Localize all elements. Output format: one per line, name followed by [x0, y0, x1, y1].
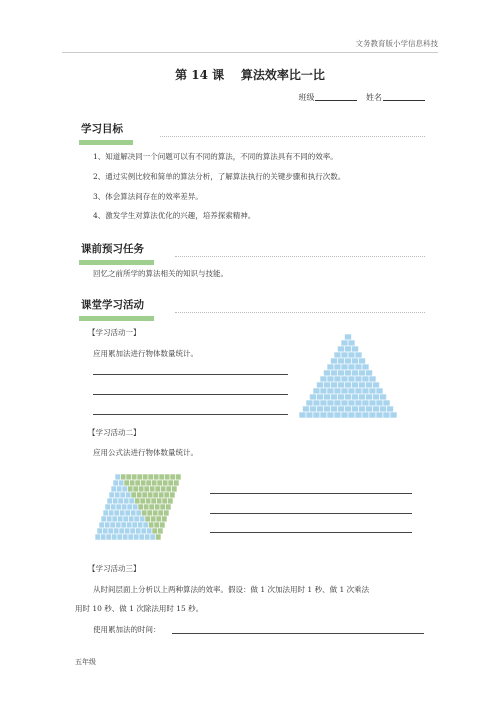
block — [121, 522, 127, 528]
block — [114, 510, 120, 516]
block — [359, 370, 366, 376]
block — [137, 492, 143, 498]
block — [127, 522, 133, 528]
block — [158, 528, 164, 534]
block — [373, 406, 380, 412]
block — [129, 498, 135, 504]
block — [150, 486, 156, 492]
block — [338, 370, 345, 376]
block — [366, 406, 373, 412]
block — [341, 340, 348, 346]
block — [166, 486, 172, 492]
block — [133, 486, 139, 492]
block — [165, 474, 171, 480]
block — [139, 486, 145, 492]
block — [126, 474, 132, 480]
block — [348, 400, 355, 406]
block — [303, 406, 310, 412]
block — [123, 516, 129, 522]
block — [126, 492, 132, 498]
block — [147, 528, 153, 534]
block — [123, 534, 129, 540]
block — [362, 412, 369, 418]
block — [341, 364, 348, 370]
block — [101, 516, 107, 522]
block — [331, 382, 338, 388]
block — [320, 412, 327, 418]
section-rule — [160, 136, 425, 137]
activity3-text-line2: 用时 10 秒、做 1 次除法用时 15 秒。 — [75, 604, 204, 613]
block — [164, 492, 170, 498]
answer-line[interactable] — [93, 374, 288, 375]
block — [174, 480, 180, 486]
block — [157, 480, 163, 486]
block — [338, 406, 345, 412]
block — [131, 510, 137, 516]
block — [160, 522, 166, 528]
block — [313, 412, 320, 418]
block — [355, 388, 362, 394]
block — [345, 406, 352, 412]
block — [107, 498, 113, 504]
block — [155, 486, 161, 492]
block — [369, 388, 376, 394]
name-blank[interactable] — [383, 92, 425, 101]
block — [176, 474, 182, 480]
block — [390, 412, 397, 418]
block — [161, 486, 167, 492]
answer-line[interactable] — [172, 633, 424, 634]
block — [348, 364, 355, 370]
block — [101, 534, 107, 540]
block — [338, 346, 345, 352]
block — [362, 376, 369, 382]
header-note: 文务教育版小学信息科技 — [355, 39, 438, 48]
parallelogram-blocks-image — [93, 474, 205, 542]
section-heading-goals: 学习目标 — [79, 122, 133, 145]
block — [132, 474, 138, 480]
block — [341, 376, 348, 382]
block — [160, 504, 166, 510]
block — [105, 504, 111, 510]
block — [168, 498, 174, 504]
block — [341, 400, 348, 406]
block — [144, 504, 150, 510]
block — [352, 406, 359, 412]
block — [345, 370, 352, 376]
block — [348, 340, 355, 346]
block — [137, 474, 143, 480]
block — [116, 522, 122, 528]
block — [151, 516, 157, 522]
block — [334, 376, 341, 382]
block — [306, 412, 313, 418]
block — [128, 534, 134, 540]
block — [99, 522, 105, 528]
block — [139, 534, 145, 540]
block — [345, 346, 352, 352]
block — [138, 504, 144, 510]
activity1-text: 应用累加法进行物体数量统计。 — [93, 349, 198, 358]
block — [125, 510, 131, 516]
block — [348, 376, 355, 382]
block — [118, 516, 124, 522]
lesson-title — [0, 66, 500, 83]
block — [366, 382, 373, 388]
block — [362, 400, 369, 406]
block — [156, 534, 162, 540]
block — [338, 382, 345, 388]
block — [352, 358, 359, 364]
block — [341, 388, 348, 394]
block — [345, 382, 352, 388]
block — [157, 498, 163, 504]
activity2-label: 【学习活动二】 — [88, 428, 141, 437]
block — [145, 534, 151, 540]
block — [327, 400, 334, 406]
section-heading-activities: 课堂学习活动 — [79, 298, 154, 321]
block — [140, 498, 146, 504]
block — [143, 522, 149, 528]
block — [147, 510, 153, 516]
block — [352, 382, 359, 388]
block — [170, 474, 176, 480]
block — [320, 388, 327, 394]
block — [127, 504, 133, 510]
answer-line[interactable] — [93, 414, 288, 415]
block — [376, 388, 383, 394]
block — [310, 394, 317, 400]
lesson-number: 第 14 课 — [175, 68, 225, 82]
block — [327, 364, 334, 370]
activity1-label: 【学习活动一】 — [88, 328, 141, 337]
block — [324, 370, 331, 376]
answer-line[interactable] — [210, 532, 412, 533]
block — [117, 486, 123, 492]
block — [338, 394, 345, 400]
block — [120, 492, 126, 498]
block — [124, 498, 130, 504]
block — [145, 516, 151, 522]
block — [170, 492, 176, 498]
activity2-text: 应用公式法进行物体数量统计。 — [93, 448, 198, 457]
block — [376, 400, 383, 406]
block — [355, 364, 362, 370]
block — [352, 394, 359, 400]
block — [149, 504, 155, 510]
block — [380, 406, 387, 412]
block — [134, 534, 140, 540]
block — [355, 400, 362, 406]
block — [376, 412, 383, 418]
block — [136, 528, 142, 534]
name-label: 姓名 — [366, 93, 382, 102]
block — [130, 480, 136, 486]
block — [128, 486, 134, 492]
block — [124, 480, 130, 486]
block — [163, 480, 169, 486]
answer-line[interactable] — [210, 493, 412, 494]
block — [129, 516, 135, 522]
block — [132, 522, 138, 528]
block — [159, 474, 165, 480]
block — [373, 382, 380, 388]
block — [152, 480, 158, 486]
block — [366, 370, 373, 376]
answer-line[interactable] — [210, 513, 412, 514]
block — [334, 388, 341, 394]
block — [338, 358, 345, 364]
block — [142, 510, 148, 516]
goal-item: 1、知道解决同一个问题可以有不同的算法，不同的算法具有不同的效率。 — [93, 152, 338, 161]
block — [107, 516, 113, 522]
block — [359, 406, 366, 412]
block — [327, 412, 334, 418]
block — [120, 510, 126, 516]
block — [154, 474, 160, 480]
block — [383, 400, 390, 406]
activity3-prompt: 使用累加法的时间： — [93, 625, 161, 634]
block — [111, 486, 117, 492]
block — [331, 394, 338, 400]
block — [331, 406, 338, 412]
block — [140, 516, 146, 522]
triangle-blocks-image — [298, 334, 398, 418]
block — [355, 412, 362, 418]
section-rule — [175, 312, 425, 313]
block — [324, 406, 331, 412]
block — [162, 516, 168, 522]
block — [122, 486, 128, 492]
block — [159, 492, 165, 498]
lesson-name: 算法效率比一比 — [240, 68, 325, 82]
block — [380, 394, 387, 400]
header-rule — [62, 52, 438, 53]
block — [112, 516, 118, 522]
block — [362, 388, 369, 394]
block — [369, 376, 376, 382]
block — [103, 510, 109, 516]
section-rule — [175, 256, 425, 257]
block — [149, 522, 155, 528]
goal-item: 4、激发学生对算法优化的兴趣，培养探索精神。 — [93, 211, 256, 220]
block — [153, 492, 159, 498]
block — [355, 352, 362, 358]
block — [148, 492, 154, 498]
block — [115, 492, 121, 498]
block — [359, 358, 366, 364]
block — [306, 400, 313, 406]
block — [369, 400, 376, 406]
block — [162, 498, 168, 504]
block — [345, 394, 352, 400]
block — [117, 534, 123, 540]
goal-item: 2、通过实例比较和简单的算法分析，了解算法执行的关键步骤和执行次数。 — [93, 172, 346, 181]
section-heading-preview: 课前预习任务 — [79, 242, 154, 265]
block — [158, 510, 164, 516]
block — [313, 388, 320, 394]
block — [97, 528, 103, 534]
block — [141, 528, 147, 534]
footer-grade: 五年级 — [75, 658, 96, 666]
block — [122, 504, 128, 510]
block — [142, 492, 148, 498]
block — [345, 358, 352, 364]
block — [355, 376, 362, 382]
block — [362, 364, 369, 370]
block — [352, 370, 359, 376]
block — [320, 376, 327, 382]
block — [156, 516, 162, 522]
block — [327, 376, 334, 382]
block — [138, 522, 144, 528]
block — [299, 412, 306, 418]
block — [110, 522, 116, 528]
answer-line[interactable] — [93, 394, 288, 395]
block — [95, 534, 101, 540]
block — [324, 382, 331, 388]
student-info — [298, 92, 425, 103]
block — [155, 504, 161, 510]
block — [150, 534, 156, 540]
block — [143, 474, 149, 480]
block — [387, 406, 394, 412]
preview-text: 回忆之前所学的算法相关的知识与技能。 — [93, 269, 228, 278]
block — [146, 480, 152, 486]
block — [331, 370, 338, 376]
goal-item: 3、体会算法间存在的效率差异。 — [93, 192, 203, 201]
block — [154, 522, 160, 528]
block — [111, 504, 117, 510]
block — [166, 504, 172, 510]
block — [153, 510, 159, 516]
block — [366, 394, 373, 400]
block — [324, 394, 331, 400]
class-blank[interactable] — [315, 92, 357, 101]
block — [164, 510, 170, 516]
block — [345, 334, 352, 340]
activity3-text-line1: 从时间层面上分析以上两种算法的效率。假设：做 1 次加法用时 1 秒、做 1 次乘法 — [93, 585, 370, 594]
block — [118, 498, 124, 504]
block — [334, 352, 341, 358]
block — [135, 498, 141, 504]
block — [168, 480, 174, 486]
block — [334, 364, 341, 370]
block — [348, 388, 355, 394]
block — [113, 480, 119, 486]
block — [133, 504, 139, 510]
block — [320, 400, 327, 406]
block — [130, 528, 136, 534]
block — [359, 382, 366, 388]
block — [108, 528, 114, 534]
block — [352, 346, 359, 352]
block — [310, 406, 317, 412]
block — [383, 412, 390, 418]
block — [369, 412, 376, 418]
block — [125, 528, 131, 534]
block — [119, 528, 125, 534]
block — [105, 522, 111, 528]
block — [172, 486, 178, 492]
block — [134, 516, 140, 522]
block — [359, 394, 366, 400]
block — [116, 504, 122, 510]
block — [331, 358, 338, 364]
block — [334, 400, 341, 406]
block — [313, 400, 320, 406]
block — [141, 480, 147, 486]
block — [327, 388, 334, 394]
class-label: 班级 — [298, 93, 315, 102]
block — [121, 474, 127, 480]
block — [119, 480, 125, 486]
block — [341, 352, 348, 358]
block — [106, 534, 112, 540]
block — [146, 498, 152, 504]
block — [334, 412, 341, 418]
block — [109, 510, 115, 516]
block — [341, 412, 348, 418]
activity3-label: 【学习活动三】 — [88, 564, 141, 573]
block — [151, 498, 157, 504]
block — [152, 528, 158, 534]
block — [136, 510, 142, 516]
block — [348, 352, 355, 358]
block — [317, 382, 324, 388]
block — [115, 474, 121, 480]
block — [317, 406, 324, 412]
block — [348, 412, 355, 418]
block — [112, 534, 118, 540]
block — [113, 498, 119, 504]
block — [114, 528, 120, 534]
block — [317, 394, 324, 400]
block — [109, 492, 115, 498]
block — [144, 486, 150, 492]
block — [103, 528, 109, 534]
block — [148, 474, 154, 480]
block — [131, 492, 137, 498]
block — [373, 394, 380, 400]
block — [135, 480, 141, 486]
